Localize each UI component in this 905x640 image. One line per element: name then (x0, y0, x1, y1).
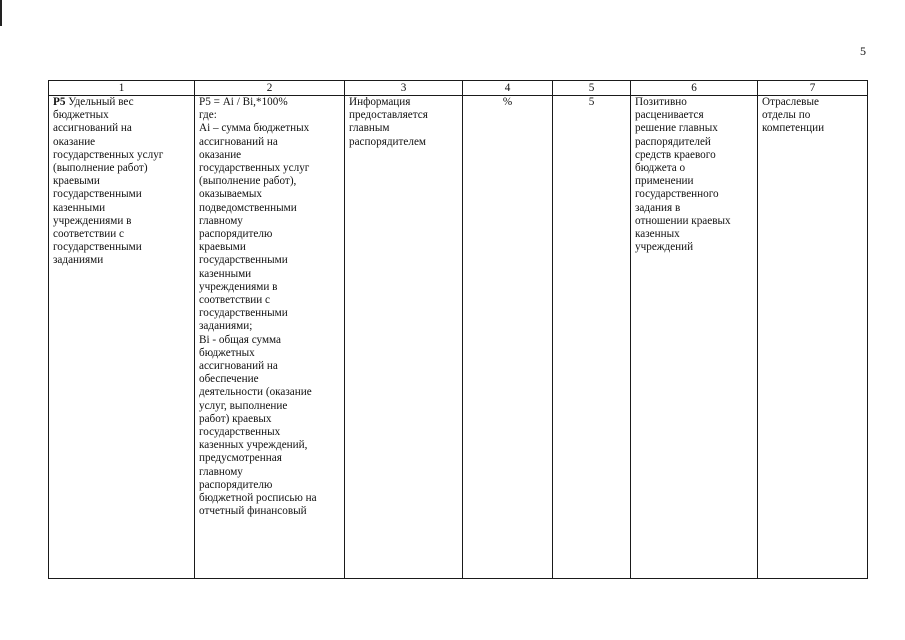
text-line: государственных услуг (53, 148, 164, 161)
text-line: решение главных (635, 122, 718, 135)
text-line: Отраслевые (762, 96, 819, 108)
text-line-content: Удельный вес (68, 96, 134, 108)
text-line: государственными (199, 254, 288, 267)
text-line: казенных (635, 228, 680, 241)
text-line: подведомственными (199, 201, 297, 214)
text-line: заданиями (53, 254, 104, 267)
text-line: Вi - общая сумма (199, 333, 282, 346)
source-text (349, 96, 458, 149)
text-line: государственных (199, 426, 281, 439)
text-line: предусмотренная (199, 452, 282, 465)
text-line: компетенции (762, 122, 825, 135)
text-line: Информация (349, 96, 411, 108)
text-line: деятельности (оказание (199, 386, 312, 399)
text-line: Аi – сумма бюджетных (199, 122, 310, 135)
text-line: ассигнований на (199, 360, 278, 373)
text-line: оказание (199, 148, 242, 161)
text-line: распорядителю (199, 228, 273, 241)
text-line: Р5 = Аi / Вi,*100% (199, 96, 288, 108)
column-header-3: 3 (345, 81, 463, 96)
text-line: применении (635, 175, 694, 188)
text-line: распорядителей (635, 135, 711, 148)
text-line: бюджета о (635, 162, 686, 175)
text-line: отчетный финансовый (199, 505, 307, 518)
indicator-name (53, 96, 190, 268)
text-line: государственными (53, 188, 142, 201)
text-line: краевыми (53, 175, 100, 188)
text-line: ассигнований на (53, 122, 132, 135)
weight-cell (553, 96, 631, 579)
text-line: главным (349, 122, 390, 135)
text-line: соответствии с (199, 294, 270, 307)
text-line: государственными (199, 307, 288, 320)
column-header-4: 4 (463, 81, 553, 96)
text-line: учреждений (635, 241, 694, 254)
weight-value: 5 (588, 96, 595, 108)
indicator-name-cell (49, 96, 195, 579)
column-header-1: 1 (49, 81, 195, 96)
text-line: бюджетных (53, 109, 109, 122)
text-line: соответствии с (53, 228, 124, 241)
text-line: краевыми (199, 241, 246, 254)
indicator-code: Р5 (53, 96, 66, 108)
text-line: где: (199, 109, 217, 122)
text-line: учреждениями в (53, 214, 132, 227)
text-line: распорядителем (349, 135, 427, 148)
text-line: средств краевого (635, 148, 716, 161)
column-header-6: 6 (631, 81, 758, 96)
text-line: услуг, выполнение (199, 399, 288, 412)
unit-cell (463, 96, 553, 579)
text-line: государственными (53, 241, 142, 254)
source-cell (345, 96, 463, 579)
text-line: заданиями; (199, 320, 253, 333)
formula-cell (195, 96, 345, 579)
table-row (49, 96, 868, 579)
page-number: 5 (860, 44, 866, 58)
text-line: предоставляется (349, 109, 428, 122)
scan-edge-mark (0, 0, 2, 26)
table-header-row (49, 81, 868, 96)
text-line: (выполнение работ) (53, 162, 148, 175)
text-line: бюджетных (199, 346, 255, 359)
text-line: расценивается (635, 109, 704, 122)
column-header-5: 5 (553, 81, 631, 96)
text-line: государственных услуг (199, 162, 310, 175)
text-line: главному (199, 465, 243, 478)
formula-text (199, 96, 340, 519)
text-line: ассигнований на (199, 135, 278, 148)
text-line: главному (199, 214, 243, 227)
text-line: обеспечение (199, 373, 259, 386)
text-line: Позитивно (635, 96, 687, 108)
text-line (53, 96, 190, 109)
text-line: задания в (635, 201, 681, 214)
text-line: оказываемых (199, 188, 263, 201)
text-line: распорядителю (199, 478, 273, 491)
text-line: оказание (53, 135, 96, 148)
responsible-cell (758, 96, 868, 579)
text-line: бюджетной росписью на (199, 492, 317, 505)
indicator-table (48, 80, 868, 579)
column-header-2: 2 (195, 81, 345, 96)
responsible-text (762, 96, 863, 136)
evaluation-text (635, 96, 753, 254)
text-line: работ) краевых (199, 412, 272, 425)
text-line: казенными (53, 201, 106, 214)
text-line: отделы по (762, 109, 811, 122)
text-line: учреждениями в (199, 280, 278, 293)
evaluation-cell (631, 96, 758, 579)
text-line: отношении краевых (635, 214, 731, 227)
unit-value: % (502, 96, 513, 108)
text-line: казенных учреждений, (199, 439, 308, 452)
text-line: казенными (199, 267, 252, 280)
text-line: (выполнение работ), (199, 175, 297, 188)
text-line: государственного (635, 188, 719, 201)
column-header-7: 7 (758, 81, 868, 96)
